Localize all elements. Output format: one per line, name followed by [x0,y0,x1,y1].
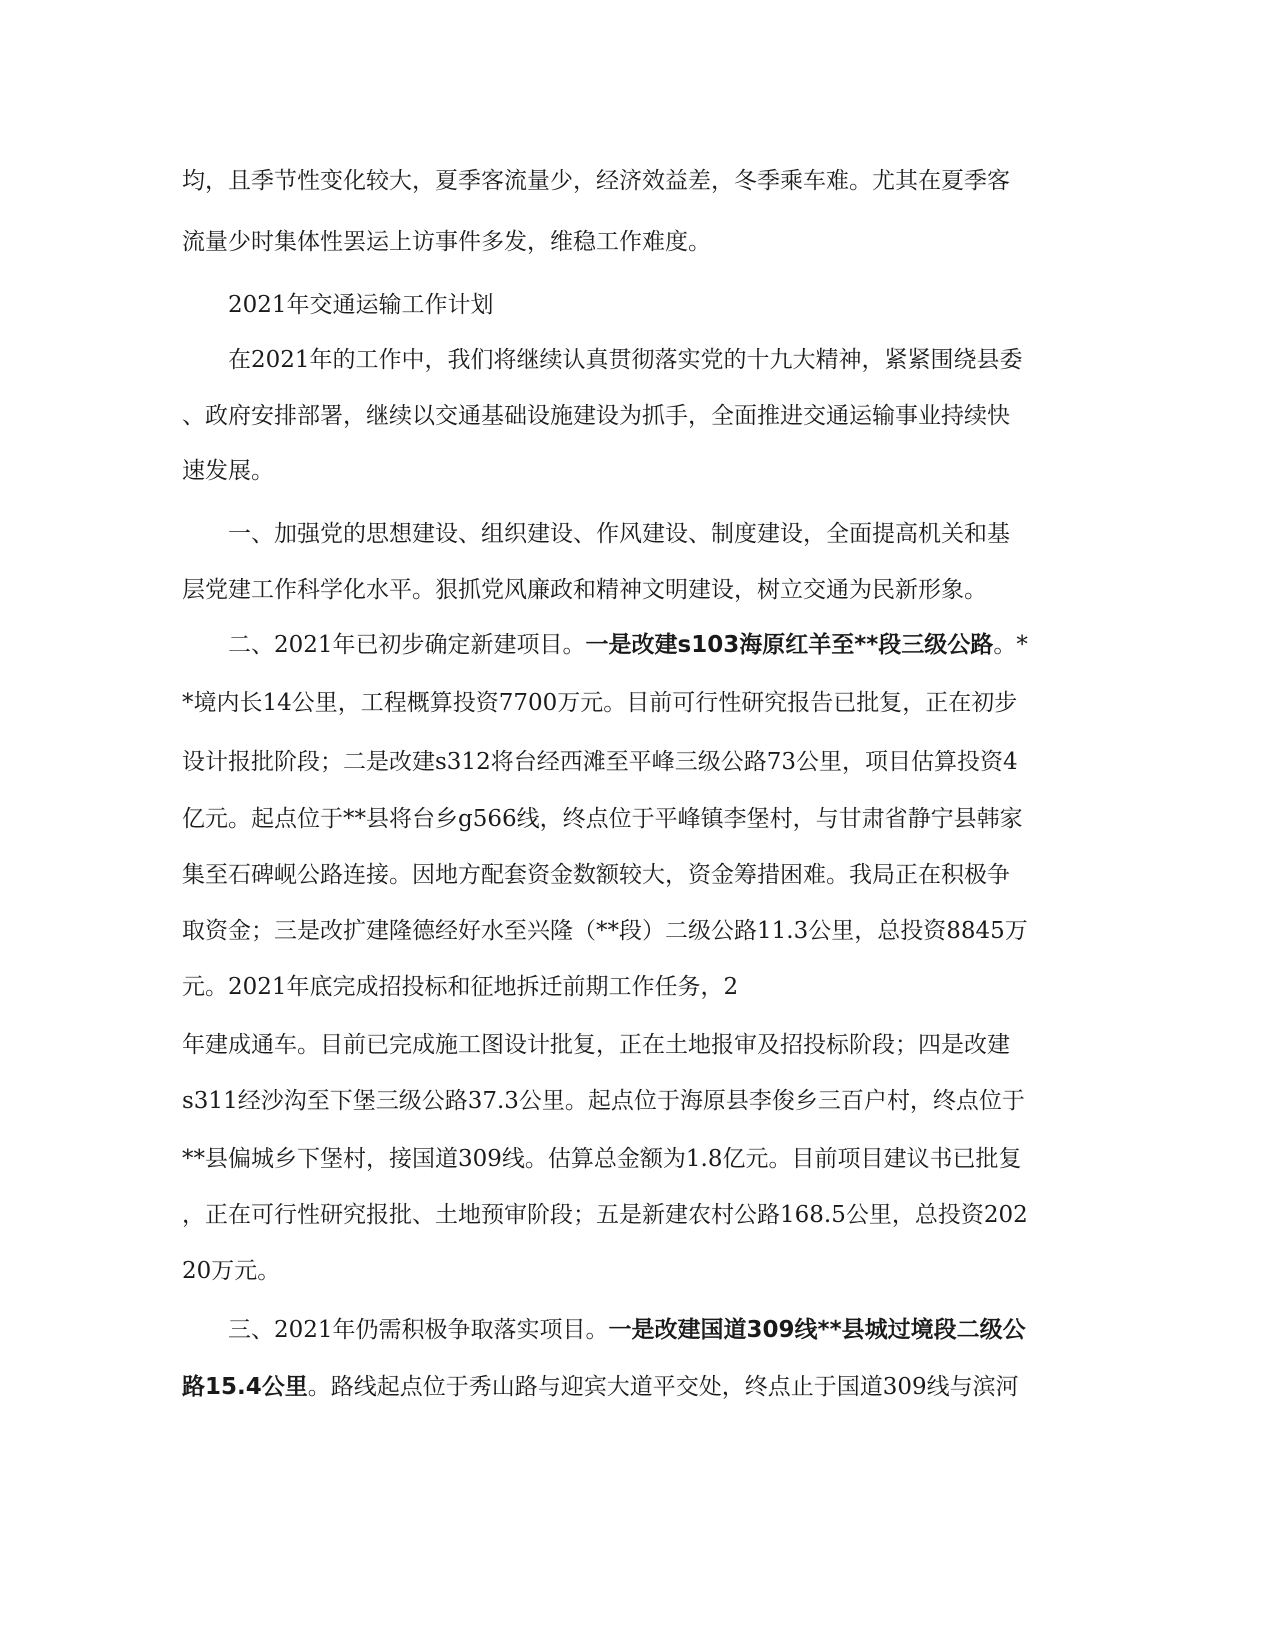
text-segment: s311经沙沟至下堡三级公路37.3公里。起点位于海原县李俊乡三百户村，终点位于 [182,1088,1025,1114]
bold-text-segment: 一是改建国道309线**县城过境段二级公 [608,1317,1026,1343]
text-segment: 亿元。起点位于**县将台乡g566线，终点位于平峰镇李堡村，与甘肃省静宁县韩家 [182,806,1023,832]
text-segment: 集至石碑岘公路连接。因地方配套资金数额较大，资金筹措困难。我局正在积极争 [182,862,1010,888]
text-line [182,860,1010,890]
text-segment: **县偏城乡下堡村，接国道309线。估算总金额为1.8亿元。目前项目建议书已批复 [182,1146,1022,1172]
text-segment: 流量少时集体性罢运上访事件多发，维稳工作难度。 [182,229,711,255]
text-line [182,1030,1010,1060]
text-segment: 三、2021年仍需积极争取落实项目。 [228,1317,609,1343]
text-line [228,1315,1026,1345]
text-line [182,1086,1025,1116]
text-line [182,1200,1028,1230]
text-segment: 2021年交通运输工作计划 [228,292,494,318]
text-line [182,1256,280,1286]
text-segment: 均，且季节性变化较大，夏季客流量少，经济效益差，冬季乘车难。尤其在夏季客 [182,168,1010,194]
text-line [228,630,1028,660]
text-segment: 二、2021年已初步确定新建项目。 [228,632,586,658]
text-line [228,345,1023,375]
bold-text-segment: 一是改建s103海原红羊至**段三级公路 [585,632,994,658]
text-line [182,1372,1019,1402]
text-line [182,401,1010,431]
text-segment: 元。2021年底完成招投标和征地拆迁前期工作任务，2 [182,974,739,1000]
text-segment: 。路线起点位于秀山路与迎宾大道平交处，终点止于国道309线与滨河 [307,1374,1019,1400]
text-segment: 。* [993,632,1028,658]
text-segment: *境内长14公里，工程概算投资7700万元。目前可行性研究报告已批复，正在初步 [182,690,1018,716]
bold-text-segment: 路15.4公里 [182,1374,308,1400]
text-segment: 在2021年的工作中，我们将继续认真贯彻落实党的十九大精神，紧紧围绕县委 [228,347,1023,373]
text-segment: 设计报批阶段；二是改建s312将台经西滩至平峰三级公路73公里，项目估算投资4 [182,749,1018,775]
text-segment: 速发展。 [182,458,274,484]
text-line [228,290,494,320]
text-line [182,972,738,1002]
text-line [182,227,711,257]
text-segment: 、政府安排部署，继续以交通基础设施建设为抓手，全面推进交通运输事业持续快 [182,403,1010,429]
text-line [182,916,1028,946]
text-segment: 20万元。 [182,1258,281,1284]
text-line [182,166,1010,196]
text-line [182,1144,1021,1174]
text-line [182,747,1018,777]
text-line [182,804,1023,834]
text-segment: 取资金；三是改扩建隆德经好水至兴隆（**段）二级公路11.3公里，总投资8845万 [182,918,1028,944]
text-line [182,688,1017,718]
text-line [182,456,274,486]
text-segment: ，正在可行性研究报批、土地预审阶段；五是新建农村公路168.5公里，总投资202 [182,1202,1028,1228]
text-segment: 年建成通车。目前已完成施工图设计批复，正在土地报审及招投标阶段；四是改建 [182,1032,1010,1058]
text-segment: 层党建工作科学化水平。狠抓党风廉政和精神文明建设，树立交通为民新形象。 [182,577,987,603]
text-line [182,575,987,605]
text-segment: 一、加强党的思想建设、组织建设、作风建设、制度建设，全面提高机关和基 [228,521,1010,547]
text-line [228,519,1010,549]
